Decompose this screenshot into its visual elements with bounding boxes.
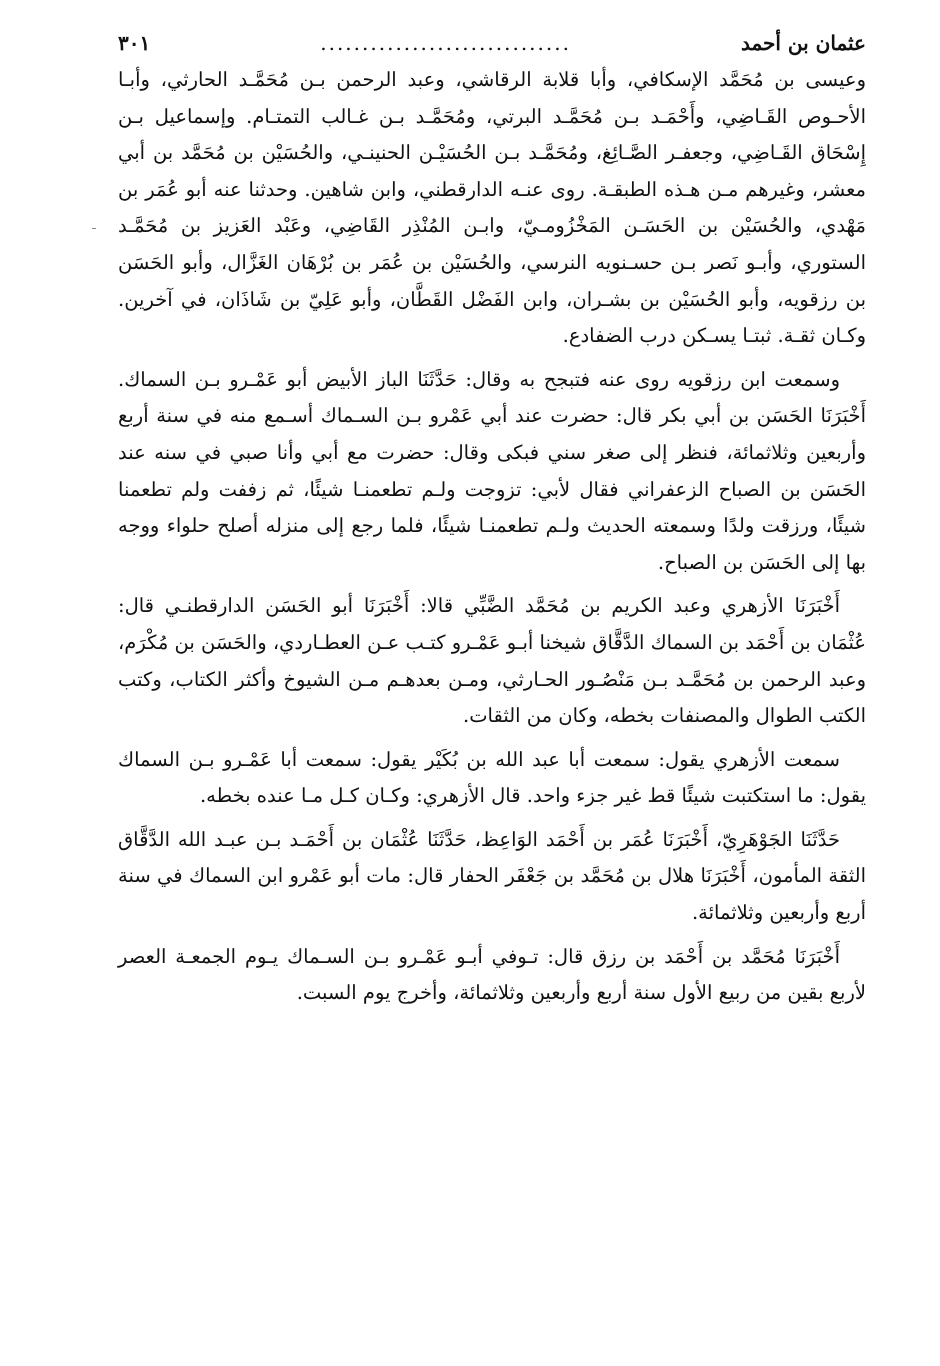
- margin-mark: [92, 228, 96, 229]
- book-page: [118, 28, 866, 1019]
- paragraph-5: حَدَّثَنَا الجَوْهَرِيّ، أَخْبَرَنَا عُمَر بن أَحْمَد الوَاعِظ، حَدَّثَنَا عُثْمَان بن أَحْمَـد بـن عبـد الله الدَّقَّاق الثقة المأمون، أَخْبَرَنَا هلال بن مُحَمَّد بن جَعْفَر الحفار قال: مات أبو عَمْرو ابن السماك في سنة أربع وأربعين وثلاثمائة.: [118, 827, 866, 925]
- paragraph-4: سمعت الأزهري يقول: سمعت أبا عبد الله بن بُكَيْر يقول: سمعت أبا عَمْـرو بـن السماك يقول: ما استكتبت شيئًا قط غير جزء واحد. قال الأزهري: وكـان كـل مـا عنده بخطه.: [118, 747, 866, 808]
- paragraph-3: أَخْبَرَنَا الأزهري وعبد الكريم بن مُحَمَّد الضَّبِّي قالا: أَخْبَرَنَا أبو الحَسَن الدارقطنـي قال: عُثْمَان بن أَحْمَد بن السماك الدَّقَّاق شيخنا أبـو عَمْـرو كتـب عـن العطـاردي، والحَسَن بن مُكْرَم، وعبد الرحمن بن مُحَمَّـد بـن مَنْصُـور الحـارثي، ومـن بعدهـم مـن الشيوخ وأكثر الكتاب، وكتب الكتب الطوال والمصنفات بخطه، وكان من الثقات.: [118, 594, 866, 728]
- paragraph-1: وعيسى بن مُحَمَّد الإسكافي، وأبا قلابة الرقاشي، وعبد الرحمن بـن مُحَمَّـد الحارثي، وأبـا الأحـوص القَـاضِي، وأَحْمَـد بـن مُحَمَّـد البرتي، ومُحَمَّـد بـن غـالب التمتـام. وإسماعيل بـن إِسْحَاق القَـاضِي، وجعفـر الصَّـائِغ، ومُحَمَّـد بـن الحُسَيْـن الحنينـي، والحُسَيْن بن مُحَمَّد بن أبي معشر، وغيرهم مـن هـذه الطبقـة. روى عنـه الدارقطني، وابن شاهين. وحدثنا عنه أبو عُمَر بن مَهْدي، والحُسَيْن بن الحَسَـن المَخْزُومـيّ، وابـن المُنْذِر القَاضِي، وعَبْد العَزيز بن مُحَمَّـد الستوري، وأبـو نَصر بـن حسـنويه النرسي، والحُسَيْن بن عُمَر بن بُرْهَان الغَزَّال، وأبو الحَسَن بن رزقويه، وأبو الحُسَيْن بن بشـران، وابن الفَضْل القَطَّان، وأبو عَلِيّ بن شَاذَان، في آخرين. وكـان ثقـة. ثبتـا يسـكن درب الضفادع.: [118, 68, 866, 348]
- running-header: [118, 28, 866, 58]
- header-title: عثمان بن أحمد: [740, 31, 866, 55]
- header-dot-leader: ..............................: [320, 31, 571, 55]
- page-number: ٣٠١: [118, 31, 151, 55]
- paragraph-6: أَخْبَرَنَا مُحَمَّد بن أَحْمَد بن رزق قال: تـوفي أبـو عَمْـرو بـن السـماك يـوم الجمعـة العصر لأربع بقين من ربيع الأول سنة أربع وأربعين وثلاثمائة، وأخرج يوم السبت.: [118, 944, 866, 1005]
- paragraph-2: وسمعت ابن رزقويه روى عنه فتبجح به وقال: حَدَّثَنَا الباز الأبيض أبو عَمْـرو بـن السماك. أَخْبَرَنَا الحَسَن بن أبي بكر قال: حضرت عند أبي عَمْرو بـن السـماك أسـمع منه في سنة أربع وأربعين وثلاثمائة، فنظر إلى صغر سني فبكى وقال: حضرت مع أبي وأنا صبي في سنه عند الحَسَن بن الصباح الزعفراني فقال لأبي: تزوجت ولـم تطعمنـا شيئًا، ثم زففت ولم تطعمنا شيئًا، ورزقت ولدًا وسمعته الحديث ولـم تطعمنـا شيئًا، فلما رجع إلى منزله أصلح حلواء ووجه بها إلى الحَسَن بن الصباح.: [118, 367, 866, 574]
